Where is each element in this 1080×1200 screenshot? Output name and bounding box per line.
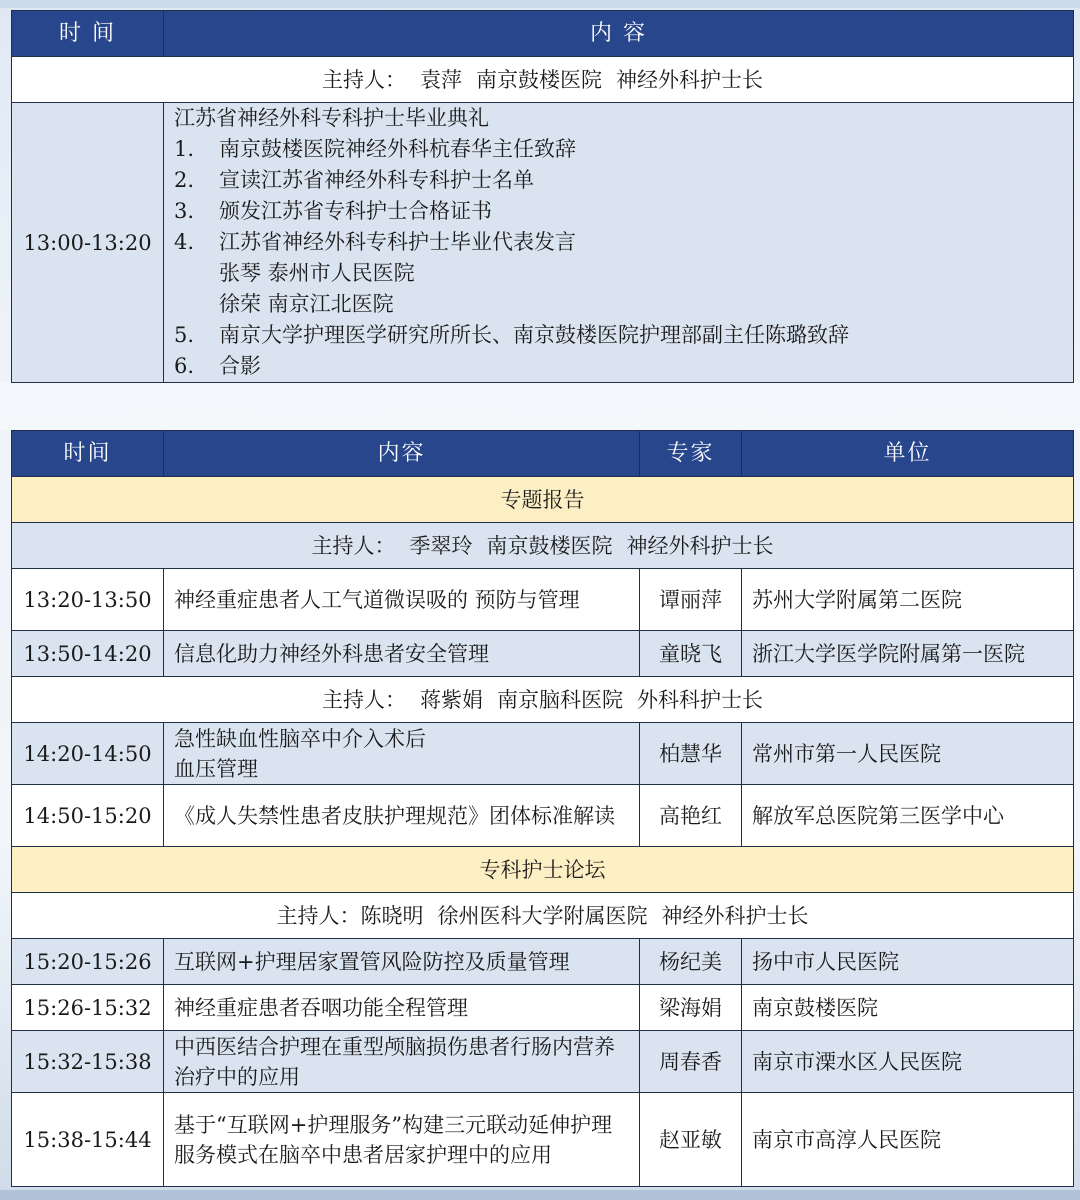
host-name: 蒋紫娟 [420, 687, 483, 712]
row-time: 13:50-14:20 [12, 631, 164, 677]
ceremony-content [164, 103, 1074, 383]
row-expert: 赵亚敏 [640, 1093, 742, 1187]
header-content: 内 容 [164, 11, 1074, 57]
table-row [12, 723, 1074, 785]
item-text: 颁发江苏省专科护士合格证书 [219, 199, 492, 223]
host-row [12, 677, 1074, 723]
section-row [12, 847, 1074, 893]
table-row [12, 1093, 1074, 1187]
row-content: 信息化助力神经外科患者安全管理 [164, 631, 640, 677]
host-label: 主持人： [311, 533, 396, 558]
item-number: 4. [174, 230, 195, 254]
row-time: 15:32-15:38 [12, 1031, 164, 1093]
item-text: 徐荣 南京江北医院 [219, 292, 394, 316]
item-number [174, 289, 219, 320]
host-row [12, 523, 1074, 569]
host-label: 主持人： [322, 67, 406, 92]
item-number [174, 258, 219, 289]
item-number: 3. [174, 199, 195, 223]
row-expert: 童晓飞 [640, 631, 742, 677]
host-title: 神经外科护士长 [626, 533, 774, 558]
header-row [12, 431, 1074, 477]
table-row [12, 985, 1074, 1031]
schedule-table-ceremony [11, 10, 1074, 383]
ceremony-time: 13:00-13:20 [12, 103, 164, 383]
row-expert: 柏慧华 [640, 723, 742, 785]
row-unit: 解放军总医院第三医学中心 [742, 785, 1074, 847]
host-row [12, 57, 1074, 103]
item-text: 南京鼓楼医院神经外科杭春华主任致辞 [219, 137, 576, 161]
item-text: 合影 [219, 354, 261, 378]
row-content: 神经重症患者人工气道微误吸的 预防与管理 [164, 569, 640, 631]
row-expert: 杨纪美 [640, 939, 742, 985]
item-number: 5. [174, 323, 195, 347]
list-item [174, 351, 1063, 382]
header-time: 时间 [12, 431, 164, 477]
section-title: 专题报告 [12, 477, 1074, 523]
row-unit: 浙江大学医学院附属第一医院 [742, 631, 1074, 677]
ceremony-title-text: 江苏省神经外科专科护士毕业典礼 [174, 106, 489, 130]
host-cell [12, 523, 1074, 569]
row-unit: 扬中市人民医院 [742, 939, 1074, 985]
host-cell [12, 893, 1074, 939]
row-content: 互联网+护理居家置管风险防控及质量管理 [164, 939, 640, 985]
table-row [12, 1031, 1074, 1093]
item-number: 6. [174, 354, 195, 378]
section-row [12, 477, 1074, 523]
row-unit: 南京市高淳人民医院 [742, 1093, 1074, 1187]
list-item [174, 227, 1063, 258]
list-item [174, 289, 1063, 320]
row-time: 15:26-15:32 [12, 985, 164, 1031]
table-row [12, 569, 1074, 631]
host-org: 南京鼓楼医院 [486, 533, 613, 558]
list-item [174, 165, 1063, 196]
list-item [174, 134, 1063, 165]
row-time: 13:20-13:50 [12, 569, 164, 631]
section-title: 专科护士论坛 [12, 847, 1074, 893]
host-title: 外科科护士长 [637, 687, 763, 712]
host-org: 南京脑科医院 [497, 687, 623, 712]
item-text: 宣读江苏省神经外科专科护士名单 [219, 168, 534, 192]
ceremony-row [12, 103, 1074, 383]
row-time: 14:50-15:20 [12, 785, 164, 847]
row-time: 15:38-15:44 [12, 1093, 164, 1187]
row-content-line: 急性缺血性脑卒中介入术后 [174, 726, 426, 751]
row-content-line: 血压管理 [174, 756, 258, 781]
table-row [12, 785, 1074, 847]
host-name: 季翠玲 [409, 533, 473, 558]
item-number: 1. [174, 137, 195, 161]
row-content: 中西医结合护理在重型颅脑损伤患者行肠内营养治疗中的应用 [164, 1031, 640, 1093]
header-content: 内容 [164, 431, 640, 477]
list-item [174, 320, 1063, 351]
row-expert: 周春香 [640, 1031, 742, 1093]
list-item [174, 258, 1063, 289]
row-expert: 高艳红 [640, 785, 742, 847]
row-content [164, 723, 640, 785]
header-time: 时 间 [12, 11, 164, 57]
header-unit: 单位 [742, 431, 1074, 477]
item-number: 2. [174, 168, 195, 192]
row-unit: 常州市第一人民医院 [742, 723, 1074, 785]
row-unit: 南京鼓楼医院 [742, 985, 1074, 1031]
row-time: 15:20-15:26 [12, 939, 164, 985]
host-name: 袁萍 [420, 67, 462, 92]
list-item [174, 196, 1063, 227]
row-content: 《成人失禁性患者皮肤护理规范》团体标准解读 [164, 785, 640, 847]
header-row [12, 11, 1074, 57]
row-unit: 南京市溧水区人民医院 [742, 1031, 1074, 1093]
host-label: 主持人： [322, 687, 406, 712]
table-row [12, 939, 1074, 985]
host-title: 神经外科护士长 [616, 67, 763, 92]
schedule-table-reports [11, 430, 1074, 1187]
host-org: 南京鼓楼医院 [476, 67, 602, 92]
host-label: 主持人： [276, 903, 361, 928]
table-row [12, 631, 1074, 677]
row-expert: 谭丽萍 [640, 569, 742, 631]
ceremony-title [174, 103, 1063, 134]
host-org: 徐州医科大学附属医院 [437, 903, 648, 928]
row-content: 基于“互联网+护理服务”构建三元联动延伸护理服务模式在脑卒中患者居家护理中的应用 [164, 1093, 640, 1187]
row-time: 14:20-14:50 [12, 723, 164, 785]
host-cell [12, 57, 1074, 103]
row-content: 神经重症患者吞咽功能全程管理 [164, 985, 640, 1031]
item-text: 江苏省神经外科专科护士毕业代表发言 [219, 230, 576, 254]
host-cell [12, 677, 1074, 723]
row-unit: 苏州大学附属第二医院 [742, 569, 1074, 631]
header-expert: 专家 [640, 431, 742, 477]
host-title: 神经外科护士长 [661, 903, 809, 928]
host-name: 陈晓明 [360, 903, 424, 928]
host-row [12, 893, 1074, 939]
item-text: 张琴 泰州市人民医院 [219, 261, 415, 285]
row-expert: 梁海娟 [640, 985, 742, 1031]
item-text: 南京大学护理医学研究所所长、南京鼓楼医院护理部副主任陈璐致辞 [219, 323, 849, 347]
